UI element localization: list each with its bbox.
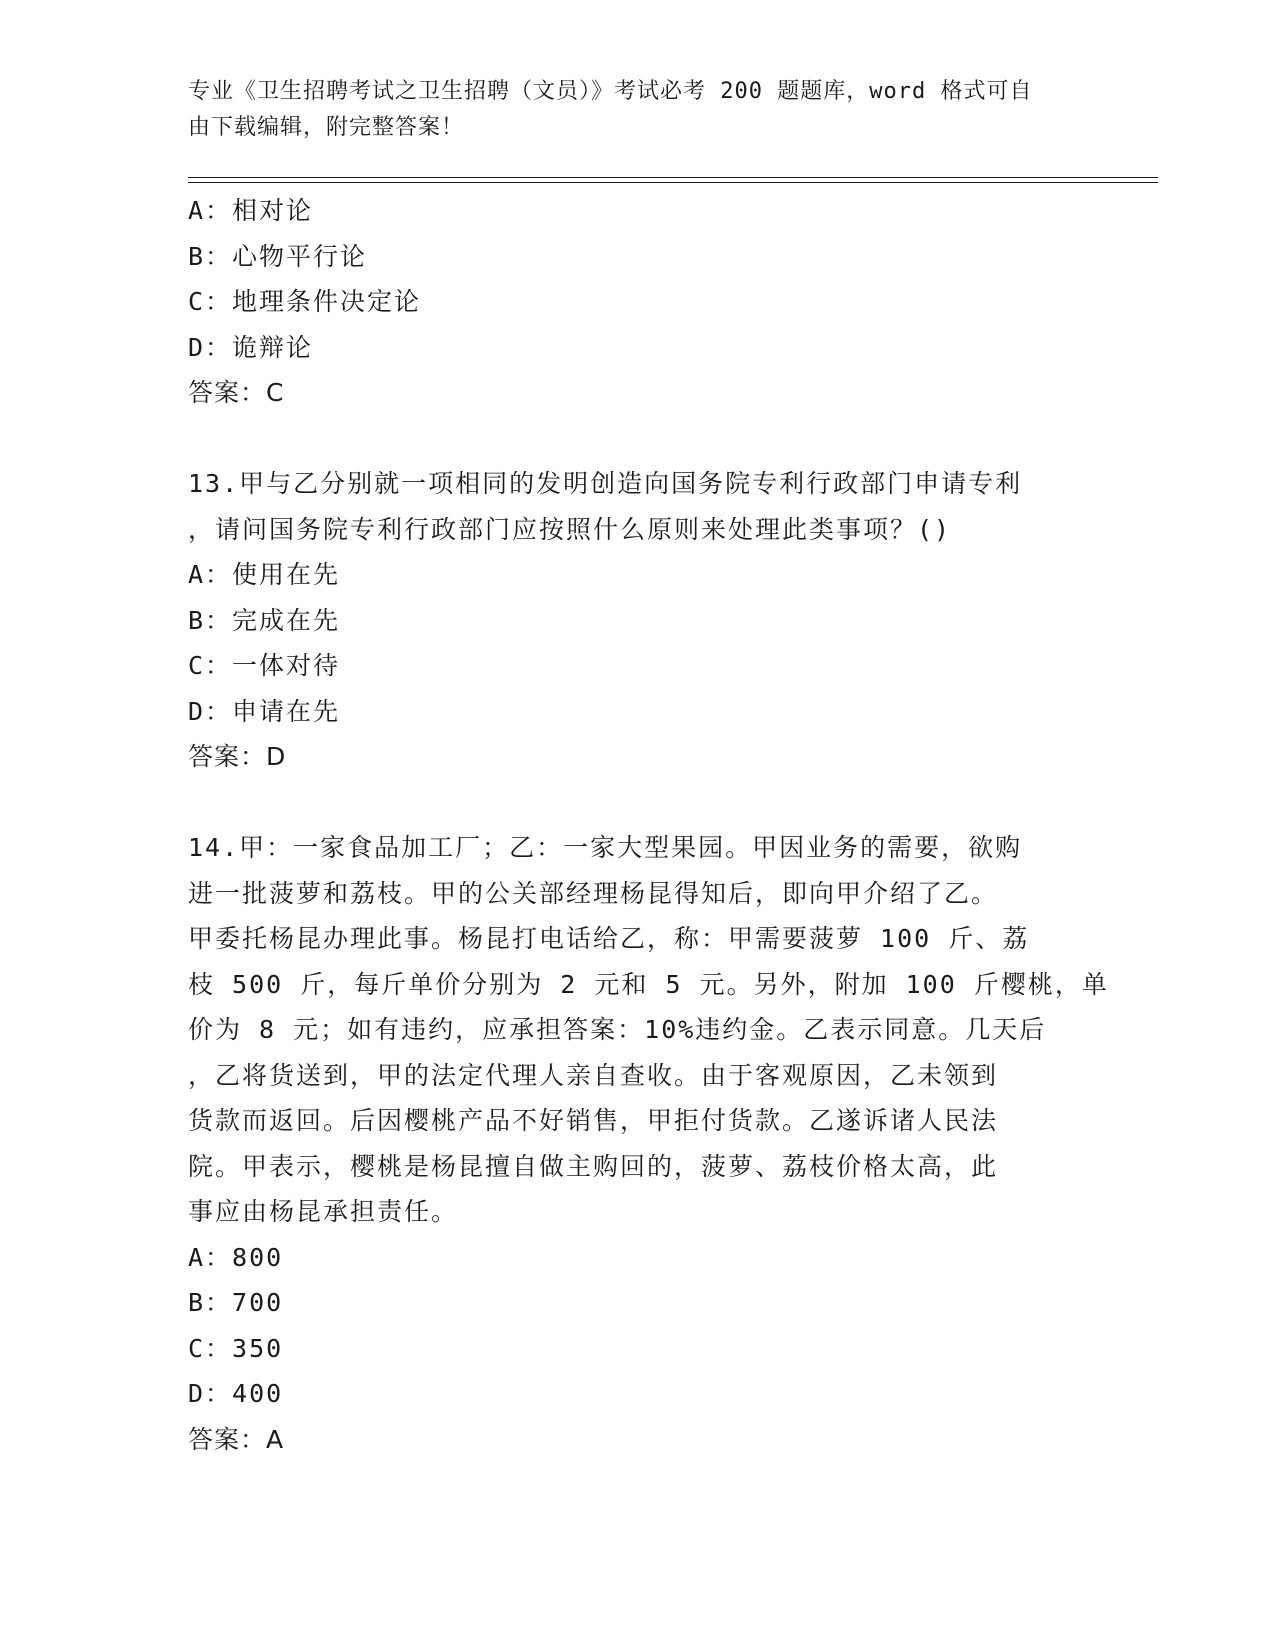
option-c: C：350 bbox=[188, 1333, 284, 1363]
option-c: C：地理条件决定论 bbox=[188, 287, 422, 316]
answer-line: 答案：C bbox=[188, 378, 285, 407]
question-stem-line: 枝 500 斤，每斤单价分别为 2 元和 5 元。另外，附加 100 斤樱桃，单 bbox=[188, 969, 1109, 999]
option-a: A：使用在先 bbox=[188, 560, 341, 589]
header-divider-top bbox=[188, 177, 1158, 178]
question-stem-line: 进一批菠萝和荔枝。甲的公关部经理杨昆得知后，即向甲介绍了乙。 bbox=[188, 878, 999, 908]
question-14 bbox=[188, 825, 1109, 1462]
spacer bbox=[188, 416, 1088, 462]
question-stem-line: ，乙将货送到，甲的法定代理人亲自查收。由于客观原因，乙未领到 bbox=[188, 1060, 999, 1090]
question-stem-line: 甲委托杨昆办理此事。杨昆打电话给乙，称：甲需要菠萝 100 斤、荔 bbox=[188, 924, 1030, 953]
option-d: D：申请在先 bbox=[188, 696, 341, 726]
question-stem-line: 事应由杨昆承担责任。 bbox=[188, 1197, 459, 1226]
option-a: A：相对论 bbox=[188, 196, 314, 225]
question-stem-line: 货款而返回。后因樱桃产品不好销售，甲拒付货款。乙遂诉诸人民法 bbox=[188, 1106, 999, 1135]
option-d: D：诡辩论 bbox=[188, 332, 314, 362]
question-stem-line: ，请问国务院专利行政部门应按照什么原则来处理此类事项？() bbox=[188, 514, 952, 544]
answer-line: 答案：D bbox=[188, 742, 287, 771]
option-c: C：一体对待 bbox=[188, 651, 341, 680]
header-line-1: 专业《卫生招聘考试之卫生招聘（文员）》考试必考 200 题题库，word 格式可自 bbox=[188, 79, 1033, 104]
document-header bbox=[188, 74, 1068, 146]
question-12 bbox=[188, 188, 1088, 416]
header-divider-bottom bbox=[188, 182, 1158, 183]
option-d: D：400 bbox=[188, 1379, 284, 1408]
option-b: B：心物平行论 bbox=[188, 241, 368, 271]
question-stem-line: 院。甲表示，樱桃是杨昆擅自做主购回的，菠萝、荔枝价格太高，此 bbox=[188, 1151, 999, 1181]
question-list bbox=[188, 188, 1109, 1462]
question-stem-line: 13.甲与乙分别就一项相同的发明创造向国务院专利行政部门申请专利 bbox=[188, 469, 1023, 498]
spacer bbox=[188, 780, 1088, 826]
question-stem-line: 14.甲：一家食品加工厂；乙：一家大型果园。甲因业务的需要，欲购 bbox=[188, 833, 1023, 862]
question-13 bbox=[188, 461, 1088, 780]
option-b: B：完成在先 bbox=[188, 605, 341, 635]
option-a: A：800 bbox=[188, 1242, 284, 1272]
header-line-2: 由下载编辑，附完整答案！ bbox=[188, 115, 465, 140]
question-stem-line: 价为 8 元；如有违约，应承担答案：10%违约金。乙表示同意。几天后 bbox=[188, 1015, 1047, 1044]
answer-line: 答案：A bbox=[188, 1424, 285, 1454]
option-b: B：700 bbox=[188, 1288, 284, 1317]
